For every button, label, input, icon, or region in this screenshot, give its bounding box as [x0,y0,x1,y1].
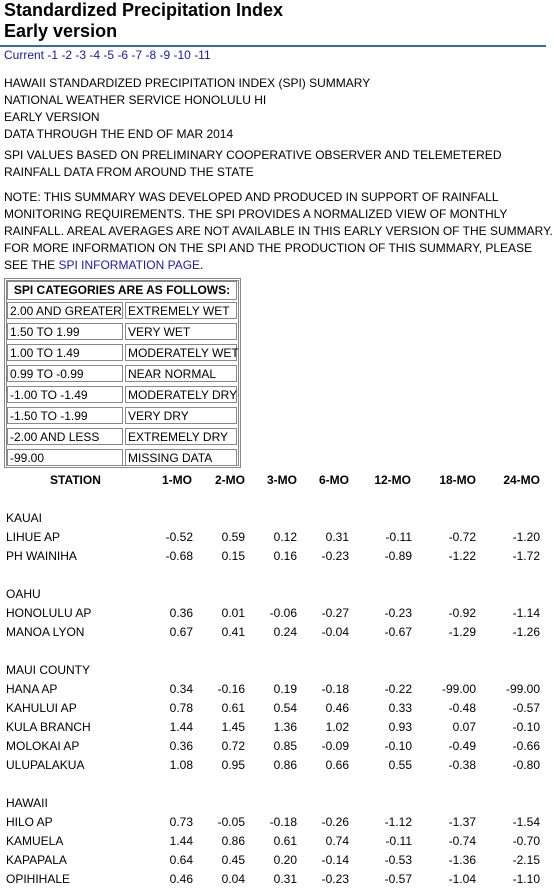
station-name: OPIHIHALE [6,872,71,886]
station-name: HANA AP [6,682,58,696]
spi-value: -0.22 [384,682,412,696]
spi-value: 0.46 [325,701,349,715]
table-row [0,853,554,867]
spi-value: 0.46 [169,872,193,886]
nav-link-month[interactable]: -4 [89,48,101,62]
table-row [0,815,554,829]
spi-value: -0.53 [384,853,412,867]
page-title-line2: Early version [4,21,118,41]
spi-value: -0.70 [512,834,540,848]
spi-value: 0.78 [169,701,193,715]
spi-value: -0.52 [165,530,193,544]
column-header: 1-MO [162,473,192,487]
month-navigation [4,48,211,63]
spi-value: -1.36 [448,853,476,867]
spi-value: -1.22 [448,549,476,563]
note-line: MONITORING REQUIREMENTS. THE SPI PROVIDES A NORMALIZED VIEW OF MONTHLY [4,207,508,221]
spi-value: 0.61 [221,701,245,715]
table-row [0,682,554,696]
spi-value: 0.67 [169,625,193,639]
spi-value: 0.31 [273,872,297,886]
spi-value: -0.18 [269,815,297,829]
nav-link-month[interactable]: -11 [194,48,211,62]
category-range: -99.00 [7,449,123,466]
station-name: HONOLULU AP [6,606,92,620]
region-heading: HAWAII [6,796,48,810]
spi-value: -0.10 [384,739,412,753]
spi-categories-table [4,278,241,468]
nav-link-month[interactable]: -6 [117,48,129,62]
note-line: FOR MORE INFORMATION ON THE SPI AND THE PRODUCTION OF THIS SUMMARY, PLEASE [4,241,533,255]
station-name: KAPAPALA [6,853,67,867]
summary-line: EARLY VERSION [4,110,100,124]
category-range: 2.00 AND GREATER [7,302,123,319]
category-label: MISSING DATA [125,449,237,466]
summary-header [4,75,370,143]
spi-value: -0.16 [217,682,245,696]
spi-value: 0.15 [221,549,245,563]
data-basis-text [4,147,501,181]
table-row [0,625,554,639]
category-range: -2.00 AND LESS [7,428,123,445]
see-prefix: SEE THE [4,258,59,272]
spi-value: -0.06 [269,606,297,620]
spi-value: 0.64 [169,853,193,867]
spi-value: 0.16 [273,549,297,563]
spi-value: 0.73 [169,815,193,829]
basis-line: RAINFALL DATA FROM AROUND THE STATE [4,165,254,179]
station-name: KAMUELA [6,834,64,848]
spi-value: -0.23 [384,606,412,620]
spi-value: 0.19 [273,682,297,696]
nav-link-current[interactable]: Current [4,48,45,62]
spi-value: -0.23 [321,872,349,886]
category-label: VERY DRY [125,407,237,424]
spi-value: 0.41 [221,625,245,639]
spi-value: 0.34 [169,682,193,696]
spi-value: 1.44 [169,834,193,848]
spi-value: -0.57 [384,872,412,886]
note-line: NOTE: THIS SUMMARY WAS DEVELOPED AND PRODUCED IN SUPPORT OF RAINFALL [4,190,499,204]
region-heading: OAHU [6,587,41,601]
summary-line: NATIONAL WEATHER SERVICE HONOLULU HI [4,93,267,107]
column-header: STATION [50,473,101,487]
spi-value: -1.10 [512,872,540,886]
summary-line: DATA THROUGH THE END OF MAR 2014 [4,127,234,141]
station-name: PH WAINIHA [6,549,77,563]
spi-value: -0.74 [448,834,476,848]
spi-value: 0.33 [388,701,412,715]
category-label: VERY WET [125,323,237,340]
note-line: RAINFALL. AREAL AVERAGES ARE NOT AVAILABLE IN THIS EARLY VERSION OF THE SUMMARY. [4,224,553,238]
station-name: MOLOKAI AP [6,739,80,753]
spi-value: -1.54 [512,815,540,829]
spi-information-link[interactable]: SPI INFORMATION PAGE [58,258,201,272]
spi-value: -0.72 [448,530,476,544]
spi-value: -1.37 [448,815,476,829]
spi-value: -0.57 [512,701,540,715]
spi-value: -0.49 [448,739,476,753]
column-header: 12-MO [374,473,411,487]
spi-value: 0.45 [221,853,245,867]
spi-value: -0.80 [512,758,540,772]
spi-value: -1.72 [512,549,540,563]
note-text [4,189,553,274]
spi-value: -1.14 [512,606,540,620]
spi-value: 0.86 [273,758,297,772]
category-label: EXTREMELY WET [125,302,237,319]
nav-link-month[interactable]: -9 [159,48,171,62]
summary-line: HAWAII STANDARDIZED PRECIPITATION INDEX (SPI) SUMMARY [4,76,371,90]
nav-link-month[interactable]: -2 [61,48,73,62]
table-row [0,606,554,620]
spi-value: 0.31 [325,530,349,544]
table-row [0,872,554,886]
category-label: NEAR NORMAL [125,365,237,382]
spi-value: 1.44 [169,720,193,734]
spi-value: -1.26 [512,625,540,639]
nav-link-month[interactable]: -7 [131,48,143,62]
station-name: LIHUE AP [6,530,61,544]
spi-value: 0.86 [221,834,245,848]
spi-value: -0.89 [384,549,412,563]
spi-value: -99.00 [441,682,476,696]
spi-value: -0.23 [321,549,349,563]
category-range: 1.00 TO 1.49 [7,344,123,361]
station-name: HILO AP [6,815,53,829]
column-header: 6-MO [319,473,349,487]
spi-value: 0.55 [388,758,412,772]
spi-value: -0.11 [385,834,412,848]
table-row [0,549,554,563]
nav-link-month[interactable]: -5 [103,48,115,62]
spi-value: 0.59 [221,530,245,544]
nav-link-month[interactable]: -1 [47,48,59,62]
table-row [0,701,554,715]
nav-link-month[interactable]: -3 [75,48,87,62]
station-name: KULA BRANCH [6,720,91,734]
spi-value: -0.09 [321,739,349,753]
nav-link-month[interactable]: -8 [145,48,157,62]
spi-value: -0.38 [448,758,476,772]
spi-value: -0.04 [321,625,349,639]
spi-value: 0.36 [169,739,193,753]
spi-value: 0.66 [325,758,349,772]
nav-link-month[interactable]: -10 [173,48,191,62]
spi-value: -0.27 [321,606,349,620]
spi-value: 0.07 [452,720,476,734]
spi-value: -99.00 [505,682,540,696]
spi-value: 0.93 [388,720,412,734]
spi-value: -0.14 [321,853,349,867]
spi-value: 1.02 [325,720,349,734]
table-row [0,720,554,734]
spi-value: -0.18 [321,682,349,696]
spi-value: -0.11 [385,530,412,544]
category-label: MODERATELY WET [125,344,237,361]
category-label: EXTREMELY DRY [125,428,237,445]
column-header: 18-MO [439,473,476,487]
table-row [0,530,554,544]
category-label: MODERATELY DRY [125,386,237,403]
spi-value: -1.29 [448,625,476,639]
station-name: KAHULUI AP [6,701,77,715]
category-range: 0.99 TO -0.99 [7,365,123,382]
see-suffix: . [200,258,204,272]
spi-value: -0.48 [448,701,476,715]
spi-value: 1.08 [169,758,193,772]
spi-value: 0.36 [169,606,193,620]
spi-value: -0.10 [512,720,540,734]
spi-value: 0.01 [221,606,245,620]
spi-value: 0.85 [273,739,297,753]
spi-value: -1.04 [448,872,476,886]
column-header: 3-MO [267,473,297,487]
column-header: 2-MO [215,473,245,487]
spi-value: -1.12 [384,815,412,829]
spi-categories-heading: SPI CATEGORIES ARE AS FOLLOWS: [7,281,237,300]
table-row [0,758,554,772]
spi-value: 0.95 [221,758,245,772]
spi-value: -0.05 [217,815,245,829]
table-row [0,739,554,753]
spi-value: 0.04 [221,872,245,886]
spi-value: -2.15 [512,853,540,867]
spi-value: -0.92 [448,606,476,620]
spi-value: 0.61 [273,834,297,848]
region-heading: MAUI COUNTY [6,663,90,677]
category-range: -1.50 TO -1.99 [7,407,123,424]
title-divider [0,45,546,47]
category-range: -1.00 TO -1.49 [7,386,123,403]
spi-value: -0.66 [512,739,540,753]
page-title [4,0,283,42]
spi-value: 0.24 [273,625,297,639]
spi-value: 1.45 [221,720,245,734]
spi-value: 0.72 [221,739,245,753]
spi-value: 1.36 [273,720,297,734]
note-see-line [4,257,553,274]
region-heading: KAUAI [6,511,43,525]
spi-value: -0.68 [165,549,193,563]
page-title-line1: Standardized Precipitation Index [4,0,284,20]
basis-line: SPI VALUES BASED ON PRELIMINARY COOPERATIVE OBSERVER AND TELEMETERED [4,148,502,162]
spi-value: -0.26 [321,815,349,829]
table-row [0,834,554,848]
station-name: MANOA LYON [6,625,85,639]
spi-value: 0.12 [273,530,297,544]
spi-value: -0.67 [384,625,412,639]
station-name: ULUPALAKUA [6,758,85,772]
column-header: 24-MO [503,473,540,487]
category-range: 1.50 TO 1.99 [7,323,123,340]
spi-value: -1.20 [512,530,540,544]
spi-value: 0.54 [273,701,297,715]
spi-value: 0.20 [273,853,297,867]
spi-value: 0.74 [325,834,349,848]
